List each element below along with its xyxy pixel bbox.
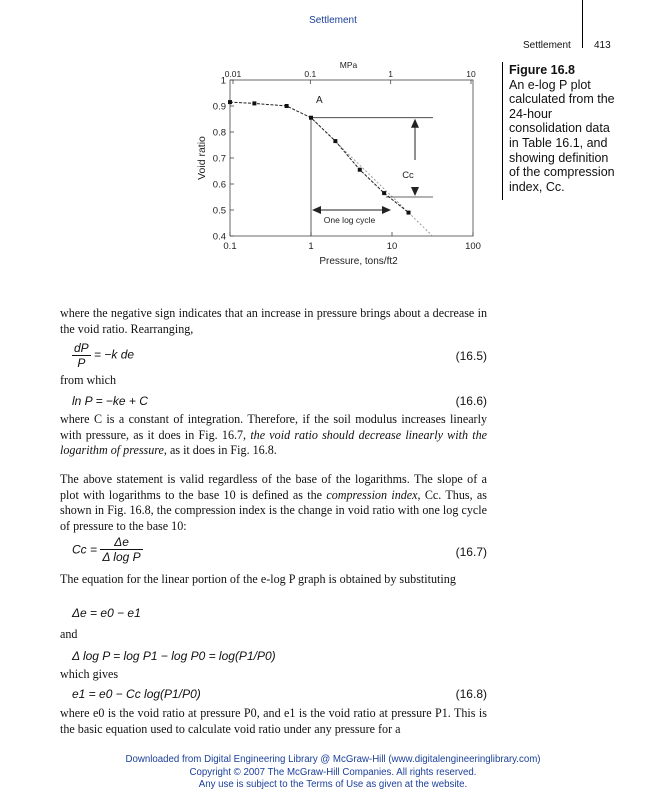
data-curve (230, 102, 409, 213)
log-cycle-arrow-left-head (312, 206, 321, 214)
equation-16-6: ln P = −ke + C (72, 394, 148, 408)
point-label-a: A (316, 95, 323, 107)
y-axis-label: Void ratio (196, 136, 208, 180)
p3-c: , Cc. Thus, as shown in Fig. 16.8, the compression index is the change in void ratio with one log cycle of pressure to the base 10: (60, 487, 487, 533)
caption-line: consolidation data (509, 121, 610, 136)
y-tick-label: 0.7 (212, 153, 226, 165)
data-point (285, 104, 289, 108)
equation-16-5 (72, 341, 134, 370)
caption-line: 24-hour (509, 106, 553, 121)
paragraph-4: The equation for the linear portion of the e-log P graph is obtained by substituting (60, 572, 456, 586)
caption-line: showing definition (509, 150, 609, 165)
data-point (228, 100, 232, 104)
log-cycle-label: One log cycle (323, 215, 376, 225)
data-point (358, 168, 362, 172)
caption-line: index, Cc. (509, 179, 565, 194)
p2-a: where C is a constant of integration. Therefore, if the soil modulus increases linearly with pressure, as it does in Fig. 16.7, (60, 412, 487, 442)
y-tick-label: 0.9 (212, 101, 226, 113)
equation-delta-e: Δe = e0 − e1 (72, 606, 141, 620)
top-link-settlement[interactable]: Settlement (309, 15, 357, 26)
y-tick-label: 1 (220, 75, 226, 87)
footer (0, 754, 666, 792)
caption-rule (502, 62, 503, 200)
p2-emphasis: the void ratio should decrease linearly with the logarithm of pressure (60, 427, 487, 457)
top-tick-label: 0.01 (224, 69, 242, 79)
data-point (382, 191, 386, 195)
caption-line: An e-log P plot (509, 77, 591, 92)
x-axis-label: Pressure, tons/ft2 (319, 256, 398, 267)
p2-c: , as it does in Fig. 16.8. (163, 443, 277, 457)
eq-numerator: dP (74, 341, 89, 355)
top-axis-label: MPa (339, 60, 358, 70)
plot-frame (230, 80, 473, 236)
x-tick-label: 0.1 (223, 241, 237, 252)
p3-a: The above statement is valid regardless of the base of the logarithms. The slope of a plot with logarithms to the base 10 is defined as the (60, 472, 487, 502)
eq-denominator: P (77, 356, 86, 370)
paragraph-2 (60, 412, 487, 459)
x-tick-label: 100 (465, 241, 481, 252)
data-point (407, 211, 411, 215)
x-tick-label: 10 (386, 241, 398, 252)
y-tick-label: 0.8 (212, 127, 226, 139)
eq-numerator: Δe (100, 535, 142, 550)
running-title: Settlement (523, 40, 571, 51)
data-point (333, 139, 337, 143)
paragraph-1: where the negative sign indicates that an increase in pressure brings about a decrease in the void ratio. Rearranging, (60, 306, 487, 336)
equation-16-7 (72, 535, 143, 564)
y-tick-label: 0.5 (212, 205, 226, 217)
top-tick-label: 0.1 (304, 69, 317, 79)
cc-arrow-up-head (411, 119, 419, 128)
p3-emphasis: compression index (326, 487, 418, 502)
equation-number-16-8: (16.8) (455, 687, 487, 701)
top-tick-label: 10 (466, 69, 476, 79)
data-point (309, 116, 313, 120)
equation-number-16-6: (16.6) (455, 394, 487, 408)
equation-delta-logp: Δ log P = log P1 − log P0 = log(P1/P0) (72, 649, 276, 663)
x-tick-label: 1 (308, 241, 314, 252)
eq-lhs: Cc = (72, 542, 98, 557)
page-number: 413 (594, 40, 611, 51)
equation-number-16-7: (16.7) (455, 545, 487, 559)
caption-line: in Table 16.1, and (509, 135, 608, 150)
equation-number-16-5: (16.5) (455, 349, 487, 363)
cc-arrow-down-head (411, 187, 419, 196)
caption-line: calculated from the (509, 92, 615, 107)
data-point (252, 101, 256, 105)
eq-denominator: Δ log P (102, 550, 141, 564)
from-which: from which (60, 373, 117, 387)
top-tick-label: 1 (388, 69, 394, 79)
y-tick-label: 0.4 (212, 231, 226, 243)
figure-16-8-chart (190, 60, 500, 285)
equation-16-8: e1 = e0 − Cc log(P1/P0) (72, 687, 201, 701)
header-rule (582, 0, 583, 48)
paragraph-5: where e0 is the void ratio at pressure P0, and e1 is the void ratio at pressure P1. This is the basic equation used to calculate void ratio under any pressure for a (60, 706, 487, 736)
eq-rest: = −k de (94, 347, 135, 362)
caption-title: Figure 16.8 (509, 63, 575, 77)
which-gives: which gives (60, 667, 119, 681)
cc-label: Cc (402, 170, 414, 181)
footer-download-link[interactable]: Downloaded from Digital Engineering Library @ McGraw-Hill (www.digitalengineeringlibrary.com) (125, 754, 541, 765)
and-word: and (60, 627, 78, 641)
log-cycle-arrow-right-head (382, 206, 391, 214)
figure-caption (509, 63, 629, 194)
caption-line: of the compression (509, 165, 615, 180)
paragraph-3 (60, 472, 487, 534)
y-tick-label: 0.6 (212, 179, 226, 191)
footer-copyright: Copyright © 2007 The McGraw-Hill Companies. All rights reserved. (189, 766, 477, 778)
footer-terms[interactable]: Any use is subject to the Terms of Use as given at the website. (198, 779, 468, 790)
